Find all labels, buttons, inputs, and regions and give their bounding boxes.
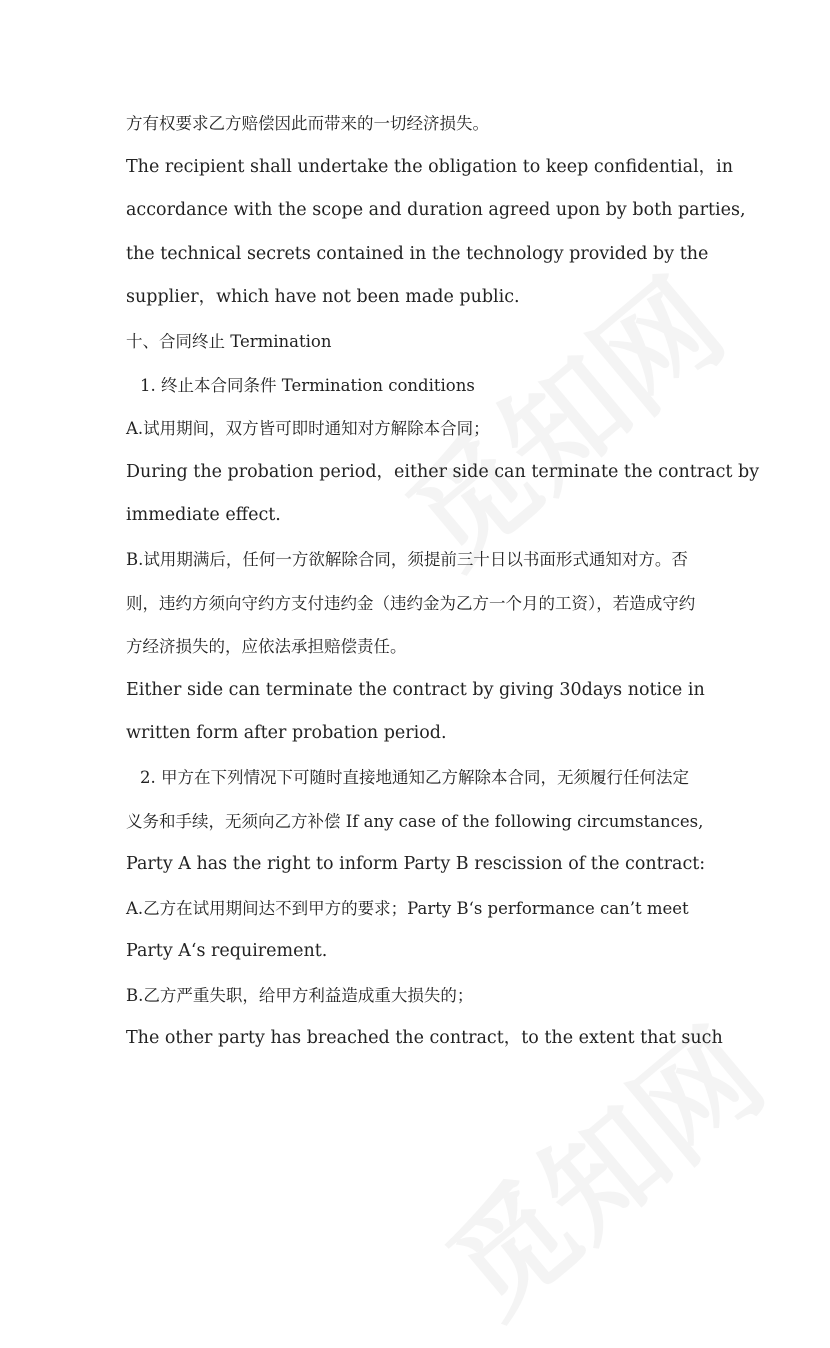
paragraph-line: 方有权要求乙方赔偿因此而带来的一切经济损失。	[126, 114, 489, 133]
paragraph-line: the technical secrets contained in the technology provided by the	[126, 243, 709, 264]
paragraph-line: written form after probation period.	[126, 723, 447, 744]
paragraph-line: 义务和手续，无须向乙方补偿 If any case of the following circumstances,	[126, 811, 704, 831]
document-body	[126, 102, 760, 1061]
paragraph-line: 则，违约方须向守约方支付违约金（违约金为乙方一个月的工资），若造成守约	[126, 593, 696, 613]
paragraph-line: 方经济损失的，应依法承担赔偿责任。	[126, 637, 407, 657]
paragraph-line: A.试用期间，双方皆可即时通知对方解除本合同；	[126, 419, 490, 439]
paragraph-line: Party A has the right to inform Party B rescission of the contract:	[126, 854, 706, 875]
paragraph-line: supplier，which have not been made public.	[126, 287, 520, 308]
paragraph-line: The other party has breached the contract，to the extent that such	[126, 1028, 723, 1049]
paragraph-line: B.试用期满后，任何一方欲解除合同，须提前三十日以书面形式通知对方。否	[126, 549, 688, 569]
clause-heading-rescission: 2. 甲方在下列情况下可随时直接地通知乙方解除本合同，无须履行任何法定	[140, 767, 689, 787]
section-heading-termination: 十、合同终止 Termination	[126, 331, 332, 351]
paragraph-line: A.乙方在试用期间达不到甲方的要求；Party B‘s performance can’t meet	[126, 898, 689, 918]
paragraph-line: Party A‘s requirement.	[126, 941, 328, 962]
paragraph-line: immediate effect.	[126, 505, 281, 526]
paragraph-line: Either side can terminate the contract by giving 30days notice in	[126, 679, 705, 700]
paragraph-line: During the probation period，either side can terminate the contract by	[126, 461, 760, 482]
paragraph-line: B.乙方严重失职，给甲方利益造成重大损失的；	[126, 985, 474, 1005]
clause-heading-termination-conditions: 1. 终止本合同条件 Termination conditions	[140, 375, 475, 395]
paragraph-line: accordance with the scope and duration agreed upon by both parties,	[126, 200, 746, 221]
paragraph-line: The recipient shall undertake the obligation to keep confidential，in	[126, 156, 734, 177]
